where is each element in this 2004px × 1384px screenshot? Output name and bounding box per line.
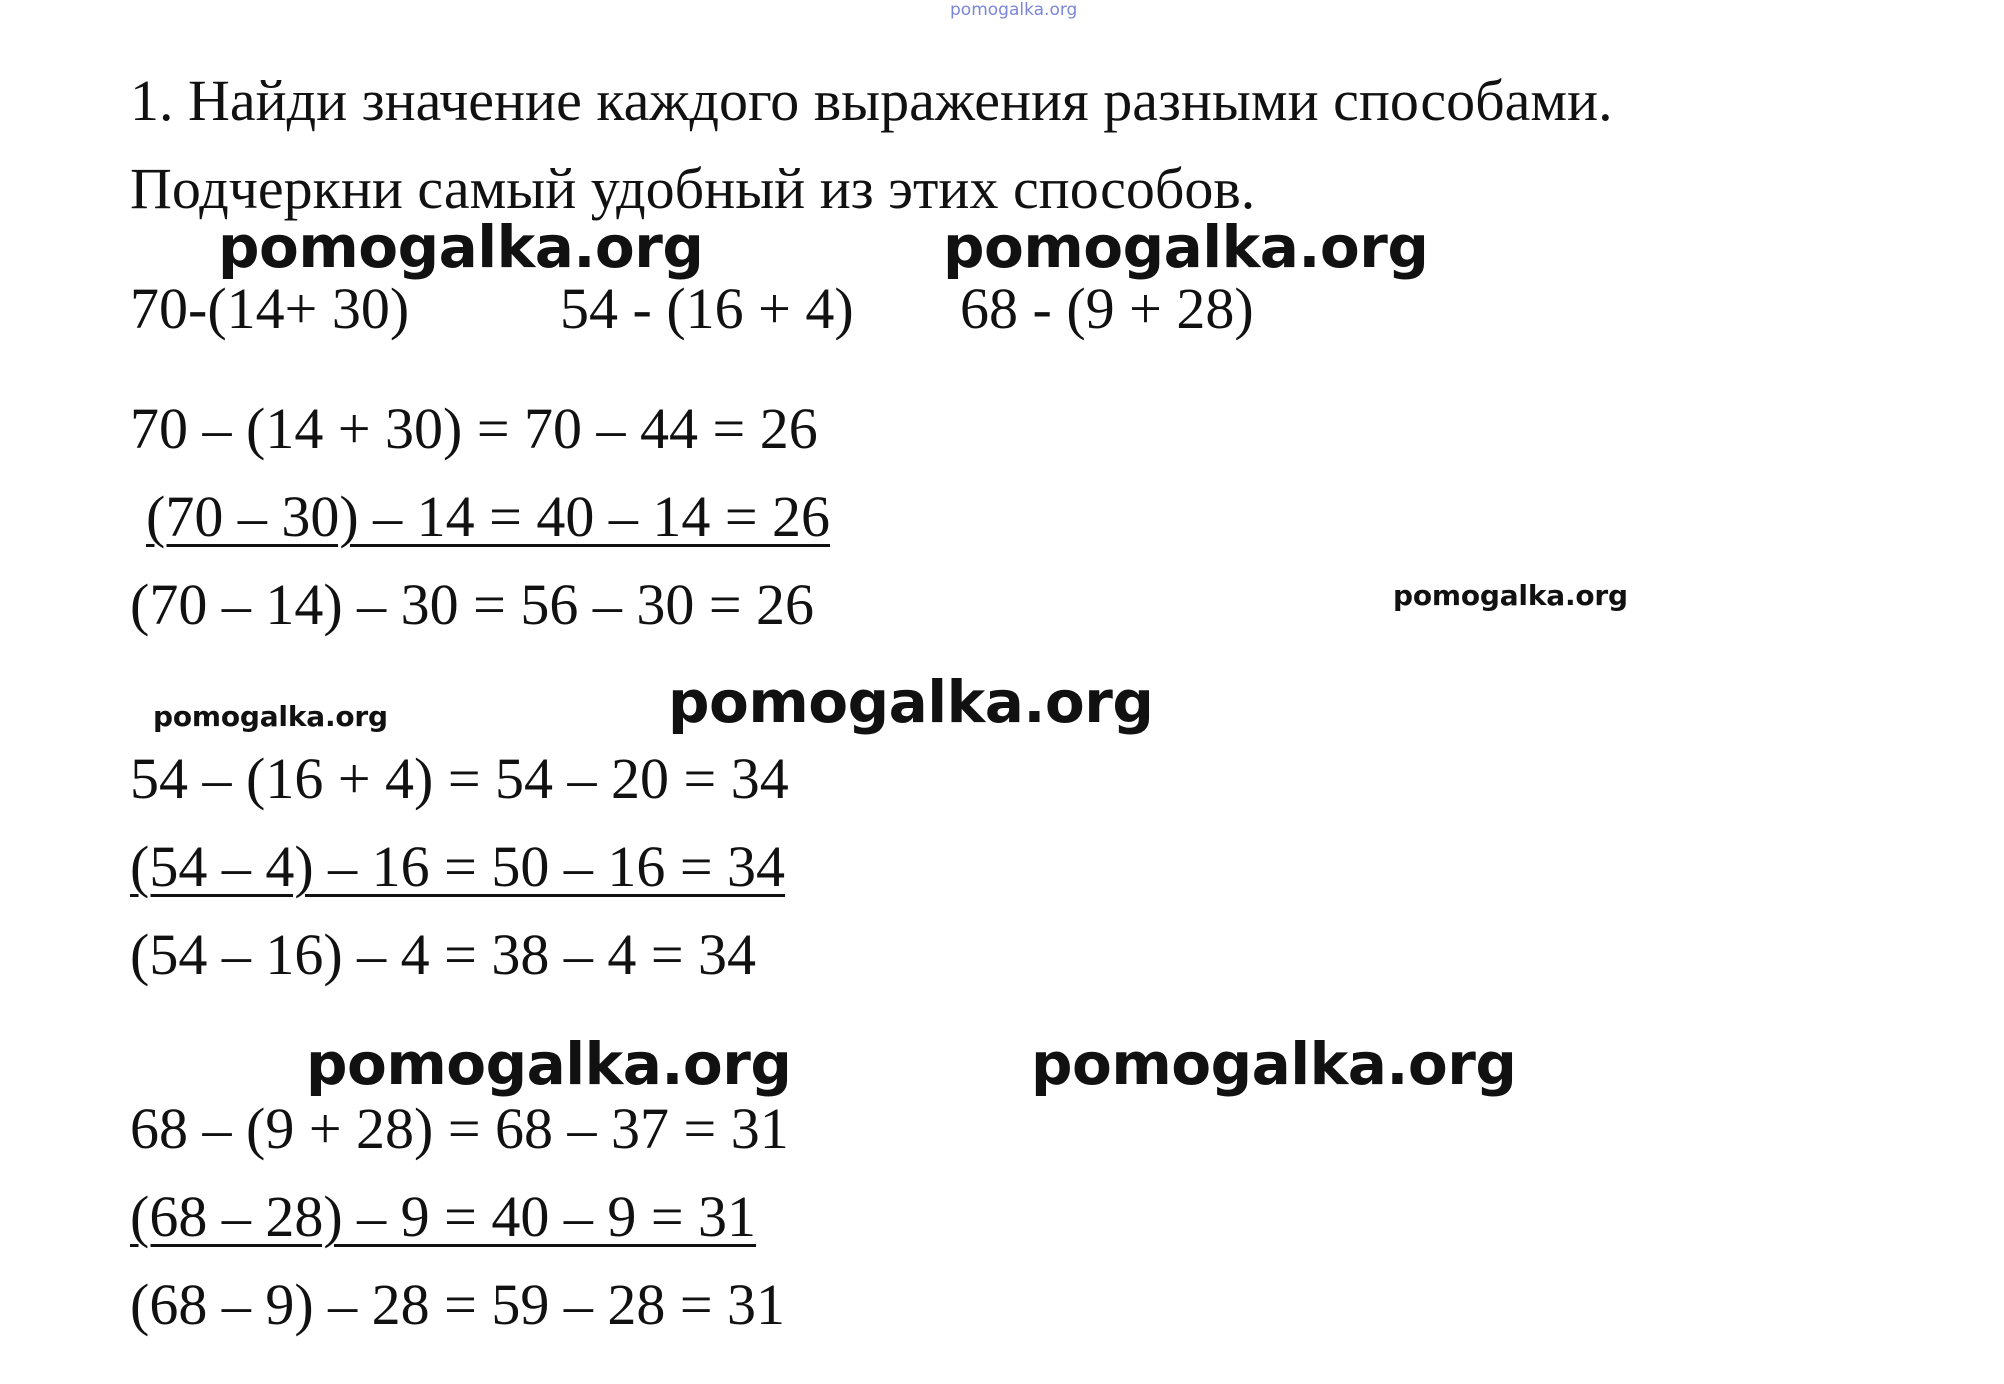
watermark-top: pomogalka.org [950, 0, 1078, 20]
task-line-2: Подчеркни самый удобный из этих способов. [130, 156, 1256, 221]
solution-3-line-3: (68 – 9) – 28 = 59 – 28 = 31 [130, 1272, 786, 1337]
solution-3-line-2-underlined: (68 – 28) – 9 = 40 – 9 = 31 [130, 1184, 757, 1249]
solution-1-line-3: (70 – 14) – 30 = 56 – 30 = 26 [130, 572, 815, 637]
solution-2-line-3: (54 – 16) – 4 = 38 – 4 = 34 [130, 922, 757, 987]
watermark-6: pomogalka.org [306, 1030, 792, 1098]
solution-2-line-1: 54 – (16 + 4) = 54 – 20 = 34 [130, 746, 789, 811]
task-line-1: 1. Найди значение каждого выражения разными способами. [130, 68, 1613, 133]
solution-1-line-2-underlined: (70 – 30) – 14 = 40 – 14 = 26 [146, 484, 831, 549]
solution-3-line-1: 68 – (9 + 28) = 68 – 37 = 31 [130, 1096, 789, 1161]
watermark-1: pomogalka.org [218, 213, 704, 281]
expression-3: 68 - (9 + 28) [960, 276, 1254, 341]
watermark-3: pomogalka.org [1393, 579, 1628, 612]
solution-1-line-1: 70 – (14 + 30) = 70 – 44 = 26 [130, 396, 818, 461]
watermark-4: pomogalka.org [153, 700, 388, 733]
expression-2: 54 - (16 + 4) [560, 276, 854, 341]
solution-2-line-2-underlined: (54 – 4) – 16 = 50 – 16 = 34 [130, 834, 786, 899]
watermark-5: pomogalka.org [668, 668, 1154, 736]
watermark-7: pomogalka.org [1031, 1030, 1517, 1098]
watermark-2: pomogalka.org [943, 213, 1429, 281]
expression-1: 70-(14+ 30) [130, 276, 410, 341]
